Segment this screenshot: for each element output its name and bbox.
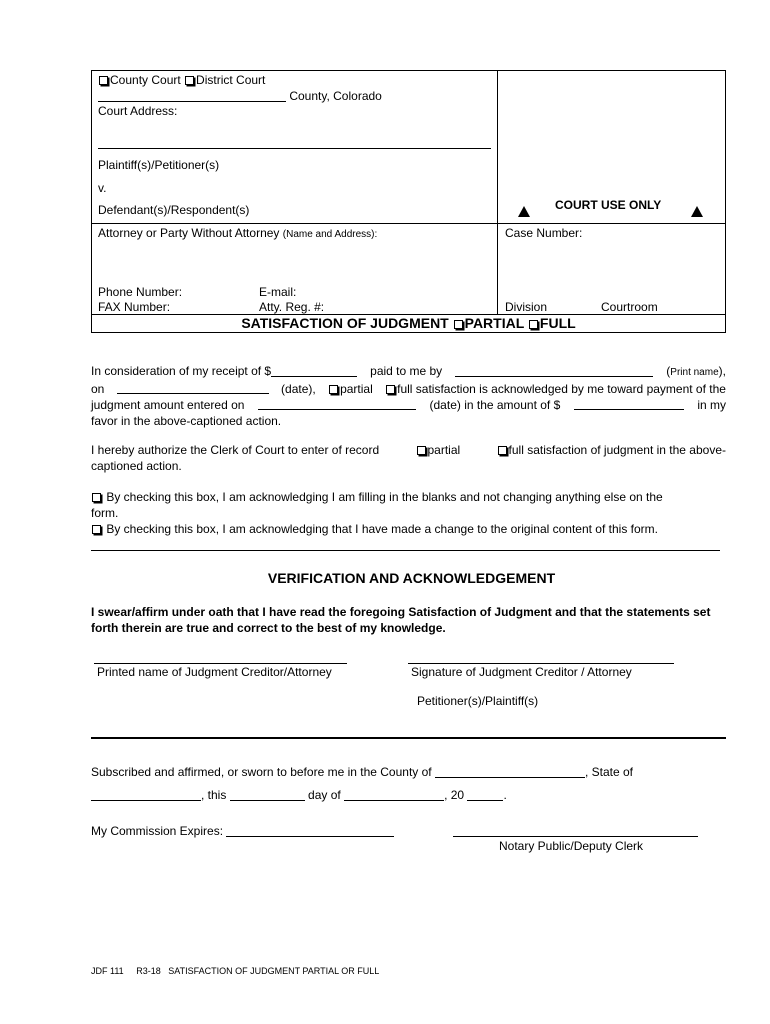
case-number-label: Case Number: xyxy=(505,226,583,240)
printed-name-label: Printed name of Judgment Creditor/Attorney xyxy=(97,665,332,679)
notary-divider xyxy=(91,737,726,739)
in-my-text: in my xyxy=(697,398,726,412)
notary-signature-line[interactable] xyxy=(453,836,698,837)
district-court-checkbox[interactable] xyxy=(185,76,194,85)
court-address-label: Court Address: xyxy=(98,104,178,118)
no-change-checkbox[interactable] xyxy=(92,493,101,502)
defendant-label: Defendant(s)/Respondent(s) xyxy=(98,203,250,217)
versus-label: v. xyxy=(98,181,107,195)
form-title-text: SATISFACTION OF JUDGMENT xyxy=(241,315,449,331)
court-use-only-right-arrow-icon xyxy=(691,206,703,220)
courtroom-label: Courtroom xyxy=(601,300,658,314)
notary-state-field[interactable] xyxy=(91,788,201,801)
court-type-row xyxy=(98,73,265,87)
made-change-checkbox[interactable] xyxy=(92,525,101,534)
attorney-label: Attorney or Party Without Attorney xyxy=(98,226,280,240)
p1-full-checkbox[interactable] xyxy=(386,385,395,394)
commission-date-field[interactable] xyxy=(226,824,394,837)
authorize-text: I hereby authorize the Clerk of Court to enter of record xyxy=(91,443,380,457)
date-row xyxy=(91,788,507,802)
phone-label: Phone Number: xyxy=(98,285,183,299)
footer-revision: R3-18 xyxy=(136,966,161,976)
title-full-label: FULL xyxy=(539,315,576,331)
notary-month-field[interactable] xyxy=(344,788,444,801)
county-row xyxy=(98,89,382,103)
check1-row xyxy=(91,489,726,505)
subscribed-row xyxy=(91,765,633,779)
section-divider xyxy=(91,550,720,551)
attorney-note: (Name and Address): xyxy=(282,229,378,240)
p2-partial-checkbox[interactable] xyxy=(417,446,426,455)
paid-by-text: paid to me by xyxy=(370,364,443,378)
court-use-only-label: COURT USE ONLY xyxy=(555,198,662,212)
subscribed-text: Subscribed and affirmed, or sworn to before me in the County of xyxy=(91,765,432,779)
notary-day-field[interactable] xyxy=(230,788,305,801)
check2-row xyxy=(91,521,726,537)
p2-full-checkbox[interactable] xyxy=(498,446,507,455)
oath-text: I swear/affirm under oath that I have read the foregoing Satisfaction of Judgment and that the statements set forth therein are true and correct to the best of my knowledge. xyxy=(91,605,711,635)
day-of-text: day of xyxy=(308,788,341,802)
acknowledge-section xyxy=(91,489,726,537)
no-change-text: By checking this box, I am acknowledging I am filling in the blanks and not changing anything else on the xyxy=(106,490,663,504)
notary-county-field[interactable] xyxy=(435,765,585,778)
judgment-date-field[interactable] xyxy=(258,397,416,410)
p1-partial-label: partial xyxy=(340,382,373,396)
paragraph-2-line-1 xyxy=(91,442,726,458)
atty-reg-label: Atty. Reg. #: xyxy=(259,300,325,314)
court-use-only-left-arrow-icon xyxy=(518,206,530,220)
payer-name-field[interactable] xyxy=(455,364,653,377)
on-text: on xyxy=(91,382,105,396)
p1-partial-checkbox[interactable] xyxy=(329,385,338,394)
signature-line[interactable] xyxy=(408,663,674,664)
paragraph-1-line-1 xyxy=(91,363,726,381)
email-label: E-mail: xyxy=(259,285,297,299)
commission-row xyxy=(91,824,394,838)
court-address-line[interactable] xyxy=(98,148,491,149)
paren-close: ), xyxy=(718,364,726,378)
title-partial-checkbox[interactable] xyxy=(454,320,463,329)
paragraph-1 xyxy=(91,363,726,429)
printed-name-line[interactable] xyxy=(94,663,347,664)
date-text: (date), xyxy=(281,382,316,396)
footer-form-id: JDF 111 xyxy=(91,966,124,976)
receipt-text: In consideration of my receipt of $ xyxy=(91,364,272,378)
county-name-field[interactable] xyxy=(98,89,286,102)
attorney-row xyxy=(98,226,377,240)
favor-text: favor in the above-captioned action. xyxy=(91,414,282,428)
judgment-amount-field[interactable] xyxy=(574,397,684,410)
judgment-text: judgment amount entered on xyxy=(91,398,245,412)
paragraph-1-line-2 xyxy=(91,381,726,397)
fax-label: FAX Number: xyxy=(98,300,171,314)
made-change-text: By checking this box, I am acknowledging that I have made a change to the original content of this form. xyxy=(106,522,658,536)
this-text: , this xyxy=(201,788,227,802)
footer-title: SATISFACTION OF JUDGMENT PARTIAL OR FULL xyxy=(168,966,380,976)
twenty-text: , 20 xyxy=(444,788,465,802)
county-court-label: County Court xyxy=(110,73,181,87)
p2-full-label: full satisfaction of judgment in the above- xyxy=(508,443,726,457)
notary-year-field[interactable] xyxy=(467,788,503,801)
title-partial-label: PARTIAL xyxy=(464,315,525,331)
caption-divider-vertical xyxy=(497,70,498,315)
receipt-amount-field[interactable] xyxy=(271,364,357,377)
paragraph-1-line-3 xyxy=(91,397,726,413)
county-court-checkbox[interactable] xyxy=(99,76,108,85)
footer xyxy=(91,966,379,976)
paragraph-2 xyxy=(91,442,726,474)
title-full-checkbox[interactable] xyxy=(529,320,538,329)
county-colorado-label: County, Colorado xyxy=(289,89,382,103)
p2-partial-label: partial xyxy=(427,443,461,457)
verification-heading: VERIFICATION AND ACKNOWLEDGEMENT xyxy=(267,570,556,586)
check1-text-cont: form. xyxy=(91,506,119,520)
signature-label: Signature of Judgment Creditor / Attorney xyxy=(411,665,632,679)
plaintiff-label: Plaintiff(s)/Petitioner(s) xyxy=(98,158,220,172)
petitioner-label: Petitioner(s)/Plaintiff(s) xyxy=(417,694,539,708)
district-court-label: District Court xyxy=(196,73,266,87)
form-title xyxy=(91,315,726,332)
p1-full-label: full satisfaction is acknowledged by me toward payment of the xyxy=(397,382,726,396)
paren-open: ( xyxy=(666,364,671,378)
division-label: Division xyxy=(505,300,548,314)
print-name-note: Print name xyxy=(670,367,719,378)
payment-date-field[interactable] xyxy=(117,381,269,394)
amount-text: (date) in the amount of $ xyxy=(429,398,561,412)
period-text: . xyxy=(503,788,507,802)
notary-label: Notary Public/Deputy Clerk xyxy=(499,839,644,853)
caption-divider-1 xyxy=(91,223,726,224)
state-of-text: , State of xyxy=(584,765,634,779)
captioned-text: captioned action. xyxy=(91,459,182,473)
commission-text: My Commission Expires: xyxy=(91,824,224,838)
